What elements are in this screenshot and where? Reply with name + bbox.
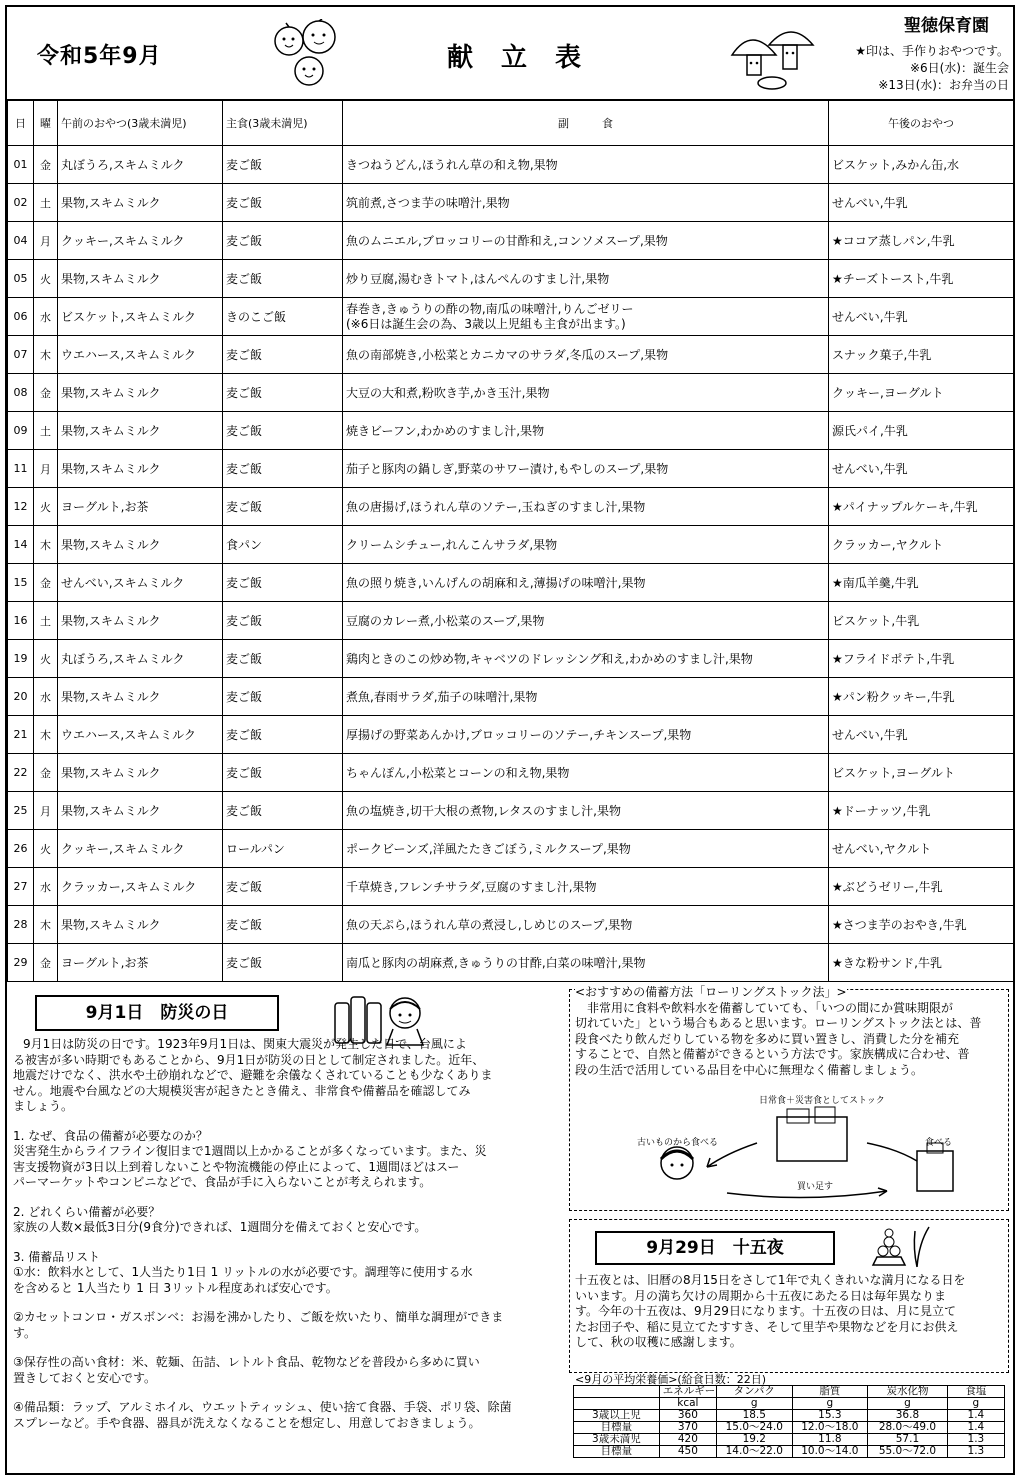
day-cell: 27 bbox=[8, 868, 34, 906]
nutrition-body bbox=[574, 1386, 1005, 1458]
weekday-cell: 金 bbox=[34, 564, 58, 602]
side-dish-cell: 厚揚げの野菜あんかけ,ブロッコリーのソテー,チキンスープ,果物 bbox=[343, 716, 829, 754]
day-cell: 06 bbox=[8, 298, 34, 336]
table-row bbox=[8, 564, 1014, 602]
weekday-cell: 水 bbox=[34, 868, 58, 906]
day-cell: 04 bbox=[8, 222, 34, 260]
jugoya-line-5: して、秋の収穫に感謝します。 bbox=[575, 1335, 742, 1349]
rolling-line-4: することで、自然と備蓄ができるという方法です。家族構成に合わせ、普 bbox=[575, 1047, 970, 1061]
q1-line-2: 害支援物資が3日以上到着しないことや物流機能の停止によって、1週間ほどはスー bbox=[13, 1159, 460, 1174]
nutrition-cell: 370 bbox=[659, 1422, 716, 1434]
document-title: 献立表 bbox=[447, 43, 610, 73]
morning-snack-cell: 果物,スキムミルク bbox=[58, 450, 223, 488]
side-dish-cell: 豆腐のカレー煮,小松菜のスープ,果物 bbox=[343, 602, 829, 640]
bousai-intro-1: 9月1日は防災の日です。1923年9月1日は、関東大震災が発生した日で、台風によ bbox=[23, 1037, 467, 1051]
bousai-intro-4: せん。地震や台風などの大規模災害が起きたとき備え、非常食や備蓄品を確認してみ bbox=[13, 1083, 471, 1098]
table-row bbox=[8, 336, 1014, 374]
table-row bbox=[8, 298, 1014, 336]
staple-cell: 麦ご飯 bbox=[223, 944, 343, 982]
day-cell: 20 bbox=[8, 678, 34, 716]
nutrition-cell: 12.0～18.0 bbox=[792, 1422, 868, 1434]
nutrition-header-row bbox=[574, 1386, 1005, 1398]
nutrition-cell: 1.4 bbox=[947, 1410, 1004, 1422]
morning-snack-cell: 果物,スキムミルク bbox=[58, 412, 223, 450]
q1-line-1: 災害発生からライフライン復旧まで1週間以上かかることが多くなっています。また、災 bbox=[13, 1144, 487, 1158]
morning-snack-cell: せんべい,スキムミルク bbox=[58, 564, 223, 602]
side-dish-cell: 大豆の大和煮,粉吹き芋,かき玉汁,果物 bbox=[343, 374, 829, 412]
nutrition-cell: 57.1 bbox=[868, 1434, 948, 1446]
table-row bbox=[8, 754, 1014, 792]
staple-cell: 麦ご飯 bbox=[223, 868, 343, 906]
jugoya-line-1: 十五夜とは、旧暦の8月15日をさして1年で丸くきれいな満月になる日を bbox=[575, 1273, 966, 1287]
staple-cell: 麦ご飯 bbox=[223, 222, 343, 260]
q1-title: 1. なぜ、食品の備蓄が必要なのか？ bbox=[13, 1128, 208, 1143]
day-cell: 05 bbox=[8, 260, 34, 298]
day-cell: 09 bbox=[8, 412, 34, 450]
nutrition-cell: 3歳以上児 bbox=[574, 1410, 660, 1422]
day-cell: 22 bbox=[8, 754, 34, 792]
afternoon-snack-cell: 源氏パイ,牛乳 bbox=[829, 412, 1014, 450]
staple-cell: 麦ご飯 bbox=[223, 488, 343, 526]
mushroom-characters-icon bbox=[727, 21, 817, 91]
rolling-stock-title: <おすすめの備蓄方法「ローリングストック法」> bbox=[575, 985, 847, 999]
weekday-cell: 木 bbox=[34, 716, 58, 754]
side-dish-cell: 焼きビーフン,わかめのすまし汁,果物 bbox=[343, 412, 829, 450]
morning-snack-cell: 果物,スキムミルク bbox=[58, 374, 223, 412]
nutrition-cell: 目標量 bbox=[574, 1446, 660, 1458]
nutrition-cell: タンパク bbox=[716, 1386, 792, 1398]
staple-cell: 麦ご飯 bbox=[223, 146, 343, 184]
weekday-cell: 土 bbox=[34, 412, 58, 450]
rolling-line-3: 段食べたり飲んだりしている物を多めに買い置きし、消費した分を補充 bbox=[575, 1031, 960, 1046]
afternoon-snack-cell: ★パン粉クッキー,牛乳 bbox=[829, 678, 1014, 716]
side-dish-line: 春巻き,きゅうりの酢の物,南瓜の味噌汁,りんごゼリー bbox=[346, 301, 634, 316]
nutrition-cell: 18.5 bbox=[716, 1410, 792, 1422]
q2-line-1: 家族の人数×最低3日分(9食分)できれば、1週間分を備えておくと安心です。 bbox=[13, 1220, 427, 1234]
fruit-characters-icon bbox=[267, 19, 357, 91]
school-name: 聖徳保育園 bbox=[904, 16, 989, 36]
staple-cell: 麦ご飯 bbox=[223, 602, 343, 640]
nutrition-cell: 食塩 bbox=[947, 1386, 1004, 1398]
weekday-cell: 金 bbox=[34, 146, 58, 184]
weekday-cell: 火 bbox=[34, 488, 58, 526]
weekday-cell: 月 bbox=[34, 222, 58, 260]
nutrition-caption: <9月の平均栄養価>(給食日数：22日) bbox=[575, 1373, 767, 1386]
col-morning-snack: 午前のおやつ(3歳未満児) bbox=[58, 100, 223, 146]
weekday-cell: 水 bbox=[34, 298, 58, 336]
morning-snack-cell: 果物,スキムミルク bbox=[58, 526, 223, 564]
staple-cell: 麦ご飯 bbox=[223, 792, 343, 830]
side-dish-cell: 千草焼き,フレンチサラダ,豆腐のすまし汁,果物 bbox=[343, 868, 829, 906]
table-header-row bbox=[8, 100, 1014, 146]
table-row bbox=[8, 678, 1014, 716]
side-dish-cell: 魚の唐揚げ,ほうれん草のソテー,玉ねぎのすまし汁,果物 bbox=[343, 488, 829, 526]
table-row bbox=[8, 944, 1014, 982]
staple-cell: ロールパン bbox=[223, 830, 343, 868]
weekday-cell: 木 bbox=[34, 906, 58, 944]
staple-cell: 麦ご飯 bbox=[223, 564, 343, 602]
side-dish-cell: 魚の塩焼き,切干大根の煮物,レタスのすまし汁,果物 bbox=[343, 792, 829, 830]
staple-cell: 麦ご飯 bbox=[223, 336, 343, 374]
weekday-cell: 月 bbox=[34, 450, 58, 488]
nutrition-row bbox=[574, 1446, 1005, 1458]
table-row bbox=[8, 412, 1014, 450]
side-dish-cell: 魚の南部焼き,小松菜とカニカマのサラダ,冬瓜のスープ,果物 bbox=[343, 336, 829, 374]
weekday-cell: 土 bbox=[34, 602, 58, 640]
bousai-intro-2: る被害が多い時期でもあることから、9月1日が防災の日として制定されました。近年、 bbox=[13, 1052, 485, 1067]
diagram-label-buy: 買い足す bbox=[797, 1182, 834, 1192]
nutrition-cell: 19.2 bbox=[716, 1434, 792, 1446]
afternoon-snack-cell: ★さつま芋のおやき,牛乳 bbox=[829, 906, 1014, 944]
diagram-label-stock: 日常食＋災害食としてストック bbox=[759, 1096, 885, 1106]
morning-snack-cell: 果物,スキムミルク bbox=[58, 602, 223, 640]
staple-cell: きのこご飯 bbox=[223, 298, 343, 336]
nutrition-cell: 420 bbox=[659, 1434, 716, 1446]
jugoya-line-2: いいます。月の満ち欠けの周期から十五夜にあたる日は毎年異なりま bbox=[575, 1288, 947, 1303]
nutrition-cell: g bbox=[868, 1398, 948, 1410]
nutrition-cell: 28.0～49.0 bbox=[868, 1422, 948, 1434]
day-cell: 26 bbox=[8, 830, 34, 868]
table-row bbox=[8, 792, 1014, 830]
nutrition-unit-row bbox=[574, 1398, 1005, 1410]
staple-cell: 麦ご飯 bbox=[223, 678, 343, 716]
q3-title: 3. 備蓄品リスト bbox=[13, 1249, 101, 1264]
nutrition-cell: 1.4 bbox=[947, 1422, 1004, 1434]
menu-body bbox=[8, 146, 1014, 982]
item4-line-1: ④備品類：ラップ、アルミホイル、ウエットティッシュ、使い捨て食器、手袋、ポリ袋、除菌 bbox=[13, 1400, 512, 1414]
morning-snack-cell: 果物,スキムミルク bbox=[58, 678, 223, 716]
day-cell: 29 bbox=[8, 944, 34, 982]
morning-snack-cell: ウエハース,スキムミルク bbox=[58, 716, 223, 754]
jugoya-line-4: たお団子や、稲に見立てたすすき、そして里芋や果物などを月にお供え bbox=[575, 1319, 959, 1334]
table-row bbox=[8, 716, 1014, 754]
afternoon-snack-cell: ビスケット,ヨーグルト bbox=[829, 754, 1014, 792]
morning-snack-cell: 果物,スキムミルク bbox=[58, 260, 223, 298]
table-row bbox=[8, 906, 1014, 944]
col-side-dish: 副 食 bbox=[343, 100, 829, 146]
staple-cell: 麦ご飯 bbox=[223, 906, 343, 944]
item3-line-2: 置きしておくと安心です。 bbox=[13, 1370, 157, 1385]
afternoon-snack-cell: スナック菓子,牛乳 bbox=[829, 336, 1014, 374]
morning-snack-cell: クラッカー,スキムミルク bbox=[58, 868, 223, 906]
staple-cell: 食パン bbox=[223, 526, 343, 564]
note-lunchbox: ※13日(水)：お弁当の日 bbox=[878, 78, 1009, 92]
nutrition-cell: g bbox=[792, 1398, 868, 1410]
nutrition-cell: 36.8 bbox=[868, 1410, 948, 1422]
staple-cell: 麦ご飯 bbox=[223, 260, 343, 298]
nutrition-cell: 目標量 bbox=[574, 1422, 660, 1434]
day-cell: 07 bbox=[8, 336, 34, 374]
nutrition-cell: 1.3 bbox=[947, 1446, 1004, 1458]
day-cell: 08 bbox=[8, 374, 34, 412]
col-staple: 主食(3歳未満児) bbox=[223, 100, 343, 146]
item3-line-1: ③保存性の高い食材：米、乾麺、缶詰、レトルト食品、乾物などを普段から多めに買い bbox=[13, 1355, 480, 1369]
morning-snack-cell: ウエハース,スキムミルク bbox=[58, 336, 223, 374]
side-dish-cell bbox=[343, 298, 829, 336]
side-dish-note: (※6日は誕生会の為、3歳以上児組も主食が出ます。) bbox=[346, 316, 626, 331]
nutrition-cell: 10.0～14.0 bbox=[792, 1446, 868, 1458]
staple-cell: 麦ご飯 bbox=[223, 374, 343, 412]
q1-line-3: パーマーケットやコンビニなどで、食品が手に入らないことが考えられます。 bbox=[13, 1175, 432, 1189]
note-birthday: ※6日(水)：誕生会 bbox=[909, 61, 1009, 75]
weekday-cell: 火 bbox=[34, 260, 58, 298]
col-afternoon-snack: 午後のおやつ bbox=[829, 100, 1014, 146]
nutrition-cell: kcal bbox=[659, 1398, 716, 1410]
day-cell: 01 bbox=[8, 146, 34, 184]
afternoon-snack-cell: せんべい,牛乳 bbox=[829, 716, 1014, 754]
morning-snack-cell: 果物,スキムミルク bbox=[58, 906, 223, 944]
table-row bbox=[8, 222, 1014, 260]
menu-table bbox=[7, 99, 1014, 982]
side-dish-cell: 魚のムニエル,ブロッコリーの甘酢和え,コンソメスープ,果物 bbox=[343, 222, 829, 260]
nutrition-cell: 炭水化物 bbox=[868, 1386, 948, 1398]
bousai-text bbox=[13, 1037, 558, 1431]
morning-snack-cell: ビスケット,スキムミルク bbox=[58, 298, 223, 336]
jugoya-line-3: す。今年の十五夜は、9月29日になります。十五夜の日は、月に見立て bbox=[575, 1304, 956, 1318]
side-dish-cell: クリームシチュー,れんこんサラダ,果物 bbox=[343, 526, 829, 564]
table-row bbox=[8, 640, 1014, 678]
item2-line-2: す。 bbox=[13, 1325, 37, 1340]
table-row bbox=[8, 830, 1014, 868]
day-cell: 28 bbox=[8, 906, 34, 944]
table-row bbox=[8, 488, 1014, 526]
table-row bbox=[8, 602, 1014, 640]
header-notes bbox=[855, 43, 1009, 94]
side-dish-cell: ポークビーンズ,洋風たたきごぼう,ミルクスープ,果物 bbox=[343, 830, 829, 868]
rolling-line-5: 段の生活で活用している品目を中心に無理なく備蓄しましょう。 bbox=[575, 1062, 924, 1077]
day-cell: 19 bbox=[8, 640, 34, 678]
table-row bbox=[8, 184, 1014, 222]
side-dish-cell: ちゃんぽん,小松菜とコーンの和え物,果物 bbox=[343, 754, 829, 792]
diagram-label-eat: 食べる bbox=[925, 1138, 953, 1148]
item2-line-1: ②カセットコンロ・ガスボンベ：お湯を沸かしたり、ご飯を炊いたり、簡単な調理ができま bbox=[13, 1310, 504, 1324]
afternoon-snack-cell: せんべい,牛乳 bbox=[829, 450, 1014, 488]
tsukimi-dango-and-pampas-icon bbox=[869, 1223, 933, 1269]
morning-snack-cell: 果物,スキムミルク bbox=[58, 754, 223, 792]
nutrition-row bbox=[574, 1434, 1005, 1446]
bousai-heading: 9月1日 防災の日 bbox=[35, 995, 279, 1031]
day-cell: 12 bbox=[8, 488, 34, 526]
staple-cell: 麦ご飯 bbox=[223, 640, 343, 678]
day-cell: 11 bbox=[8, 450, 34, 488]
afternoon-snack-cell: ビスケット,みかん缶,水 bbox=[829, 146, 1014, 184]
day-cell: 25 bbox=[8, 792, 34, 830]
afternoon-snack-cell: ★ドーナッツ,牛乳 bbox=[829, 792, 1014, 830]
afternoon-snack-cell: ビスケット,牛乳 bbox=[829, 602, 1014, 640]
morning-snack-cell: ヨーグルト,お茶 bbox=[58, 488, 223, 526]
afternoon-snack-cell: クッキー,ヨーグルト bbox=[829, 374, 1014, 412]
morning-snack-cell: 丸ぼうろ,スキムミルク bbox=[58, 146, 223, 184]
nutrition-cell: 3歳未満児 bbox=[574, 1434, 660, 1446]
afternoon-snack-cell: せんべい,牛乳 bbox=[829, 298, 1014, 336]
month-title: 令和5年9月 bbox=[37, 44, 162, 69]
afternoon-snack-cell: ★パイナップルケーキ,牛乳 bbox=[829, 488, 1014, 526]
note-handmade: ★印は、手作りおやつです。 bbox=[855, 44, 1009, 58]
nutrition-cell: 15.3 bbox=[792, 1410, 868, 1422]
header bbox=[7, 7, 1013, 101]
side-dish-cell: 魚の照り焼き,いんげんの胡麻和え,薄揚げの味噌汁,果物 bbox=[343, 564, 829, 602]
table-row bbox=[8, 450, 1014, 488]
rolling-line-2: 切れていた」という場合もあると思います。ローリングストック法とは、普 bbox=[575, 1016, 982, 1030]
q2-title: 2. どれくらい備蓄が必要？ bbox=[13, 1204, 161, 1219]
nutrition-row bbox=[574, 1410, 1005, 1422]
nutrition-cell: 450 bbox=[659, 1446, 716, 1458]
afternoon-snack-cell: ★フライドポテト,牛乳 bbox=[829, 640, 1014, 678]
table-row bbox=[8, 374, 1014, 412]
jugoya-text bbox=[575, 1273, 1007, 1351]
afternoon-snack-cell: ★きな粉サンド,牛乳 bbox=[829, 944, 1014, 982]
morning-snack-cell: ヨーグルト,お茶 bbox=[58, 944, 223, 982]
item1-line-1: ①水：飲料水として、1人当たり1日 1 リットルの水が必要です。調理等に使用する水 bbox=[13, 1265, 473, 1279]
item4-line-2: スプレーなど。手や食器、器具が洗えなくなることを想定し、用意しておきましょう。 bbox=[13, 1415, 481, 1430]
side-dish-cell: 筑前煮,さつま芋の味噌汁,果物 bbox=[343, 184, 829, 222]
side-dish-cell: 南瓜と豚肉の胡麻煮,きゅうりの甘酢,白菜の味噌汁,果物 bbox=[343, 944, 829, 982]
afternoon-snack-cell: ★南瓜羊羹,牛乳 bbox=[829, 564, 1014, 602]
staple-cell: 麦ご飯 bbox=[223, 716, 343, 754]
side-dish-cell: 煮魚,春雨サラダ,茄子の味噌汁,果物 bbox=[343, 678, 829, 716]
staple-cell: 麦ご飯 bbox=[223, 184, 343, 222]
nutrition-cell: 14.0～22.0 bbox=[716, 1446, 792, 1458]
nutrition-cell bbox=[574, 1398, 660, 1410]
afternoon-snack-cell: ★ぶどうゼリー,牛乳 bbox=[829, 868, 1014, 906]
morning-snack-cell: 果物,スキムミルク bbox=[58, 792, 223, 830]
nutrition-cell: 360 bbox=[659, 1410, 716, 1422]
nutrition-cell: 1.3 bbox=[947, 1434, 1004, 1446]
bousai-intro-3: 地震だけでなく、洪水や土砂崩れなどで、避難を余儀なくされていることも少なくありま bbox=[13, 1068, 493, 1082]
day-cell: 14 bbox=[8, 526, 34, 564]
nutrition-cell: g bbox=[716, 1398, 792, 1410]
morning-snack-cell: 丸ぼうろ,スキムミルク bbox=[58, 640, 223, 678]
morning-snack-cell: 果物,スキムミルク bbox=[58, 184, 223, 222]
side-dish-cell: 炒り豆腐,湯むきトマト,はんぺんのすまし汁,果物 bbox=[343, 260, 829, 298]
nutrition-cell bbox=[574, 1386, 660, 1398]
weekday-cell: 土 bbox=[34, 184, 58, 222]
afternoon-snack-cell: せんべい,牛乳 bbox=[829, 184, 1014, 222]
diagram-label-eat-old: 古いものから食べる bbox=[637, 1138, 719, 1148]
day-cell: 21 bbox=[8, 716, 34, 754]
nutrition-cell: g bbox=[947, 1398, 1004, 1410]
nutrition-cell: 15.0～24.0 bbox=[716, 1422, 792, 1434]
weekday-cell: 金 bbox=[34, 374, 58, 412]
weekday-cell: 月 bbox=[34, 792, 58, 830]
nutrition-cell: エネルギー bbox=[659, 1386, 716, 1398]
nutrition-cell: 脂質 bbox=[792, 1386, 868, 1398]
nutrition-row bbox=[574, 1422, 1005, 1434]
col-weekday: 曜 bbox=[34, 100, 58, 146]
day-cell: 16 bbox=[8, 602, 34, 640]
bousai-intro-5: ましょう。 bbox=[13, 1099, 74, 1113]
side-dish-cell: 魚の天ぷら,ほうれん草の煮浸し,しめじのスープ,果物 bbox=[343, 906, 829, 944]
item1-line-2: を含めると 1人当たり 1 日 3リットル程度あれば安心です。 bbox=[13, 1280, 338, 1295]
nutrition-table bbox=[573, 1385, 1005, 1458]
staple-cell: 麦ご飯 bbox=[223, 754, 343, 792]
nutrition-cell: 11.8 bbox=[792, 1434, 868, 1446]
day-cell: 15 bbox=[8, 564, 34, 602]
rolling-stock-text bbox=[575, 985, 1007, 1078]
weekday-cell: 火 bbox=[34, 830, 58, 868]
col-day: 日 bbox=[8, 100, 34, 146]
weekday-cell: 木 bbox=[34, 336, 58, 374]
weekday-cell: 金 bbox=[34, 754, 58, 792]
staple-cell: 麦ご飯 bbox=[223, 412, 343, 450]
table-row bbox=[8, 146, 1014, 184]
rolling-stock-diagram bbox=[637, 1103, 977, 1203]
weekday-cell: 火 bbox=[34, 640, 58, 678]
afternoon-snack-cell: クラッカー,ヤクルト bbox=[829, 526, 1014, 564]
side-dish-cell: 茄子と豚肉の鍋しぎ,野菜のサワー漬け,もやしのスープ,果物 bbox=[343, 450, 829, 488]
afternoon-snack-cell: ★ココア蒸しパン,牛乳 bbox=[829, 222, 1014, 260]
nutrition-cell: 55.0～72.0 bbox=[868, 1446, 948, 1458]
afternoon-snack-cell: ★チーズトースト,牛乳 bbox=[829, 260, 1014, 298]
staple-cell: 麦ご飯 bbox=[223, 450, 343, 488]
day-cell: 02 bbox=[8, 184, 34, 222]
rolling-line-1: 非常用に食料や飲料水を備蓄していても、「いつの間にか賞味期限が bbox=[587, 1000, 954, 1015]
table-row bbox=[8, 260, 1014, 298]
table-row bbox=[8, 526, 1014, 564]
side-dish-cell: きつねうどん,ほうれん草の和え物,果物 bbox=[343, 146, 829, 184]
afternoon-snack-cell: せんべい,ヤクルト bbox=[829, 830, 1014, 868]
weekday-cell: 金 bbox=[34, 944, 58, 982]
jugoya-heading: 9月29日 十五夜 bbox=[595, 1231, 835, 1265]
morning-snack-cell: クッキー,スキムミルク bbox=[58, 830, 223, 868]
weekday-cell: 水 bbox=[34, 678, 58, 716]
table-row bbox=[8, 868, 1014, 906]
side-dish-cell: 鶏肉ときのこの炒め物,キャベツのドレッシング和え,わかめのすまし汁,果物 bbox=[343, 640, 829, 678]
menu-sheet bbox=[5, 5, 1015, 1475]
weekday-cell: 木 bbox=[34, 526, 58, 564]
morning-snack-cell: クッキー,スキムミルク bbox=[58, 222, 223, 260]
